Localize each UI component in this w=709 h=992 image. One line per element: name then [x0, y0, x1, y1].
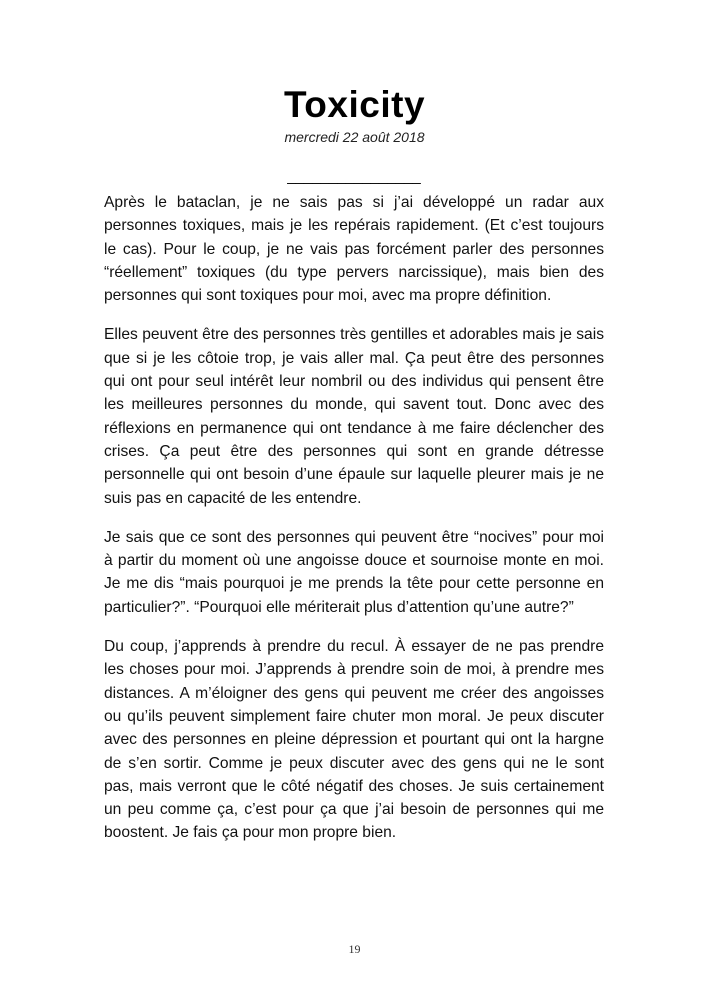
article-body: [104, 191, 604, 861]
title-separator: ________________: [287, 168, 421, 185]
paragraph: Elles peuvent être des personnes très gentilles et adorables mais je sais que si je les côtoie trop, je vais aller mal. Ça peut être des personnes qui ont pour seul intérêt leur nombril ou des individus qui pensent être les meilleures personnes du monde, qui savent tout. Donc avec des réflexions en permanence qui ont tendance à me faire déclencher des crises. Ça peut être des personnes qui sont en grande détresse personnelle qui ont besoin d’une épaule sur laquelle pleurer mais je ne suis pas en capacité de les entendre.: [104, 326, 604, 507]
paragraph: Je sais que ce sont des personnes qui peuvent être “nocives” pour moi à partir du moment où une angoisse douce et sournoise monte en moi. Je me dis “mais pourquoi je me prends la tête pour cette personne en particulier?”. “Pourquoi elle mériterait plus d’attention qu’une autre?”: [104, 528, 604, 616]
page-title: Toxicity: [283, 84, 426, 125]
post-date: mercredi 22 août 2018: [284, 129, 425, 145]
page-number: 19: [348, 942, 361, 956]
paragraph: Après le bataclan, je ne sais pas si j’ai développé un radar aux personnes toxiques, mais je les repérais rapidement. (Et c’est toujours le cas). Pour le coup, je ne vais pas forcément parler des personnes “réellement” toxiques (du type pervers narcissique), mais bien des personnes qui sont toxiques pour moi, avec ma propre définition.: [104, 194, 604, 305]
paragraph: Du coup, j’apprends à prendre du recul. À essayer de ne pas prendre les choses pour moi. J’apprends à prendre soin de moi, à prendre mes distances. A m’éloigner des gens qui peuvent me créer des angoisses ou qu’ils peuvent simplement faire chuter mon moral. Je peux discuter avec des personnes en pleine dépression et pourtant qui ont la hargne de s’en sortir. Comme je peux discuter avec des gens qui ne le sont pas, mais verront que le côté négatif des choses. Je suis certainement un peu comme ça, c’est pour ça que j’ai besoin de personnes qui me boostent. Je fais ça pour mon propre bien.: [104, 638, 604, 842]
